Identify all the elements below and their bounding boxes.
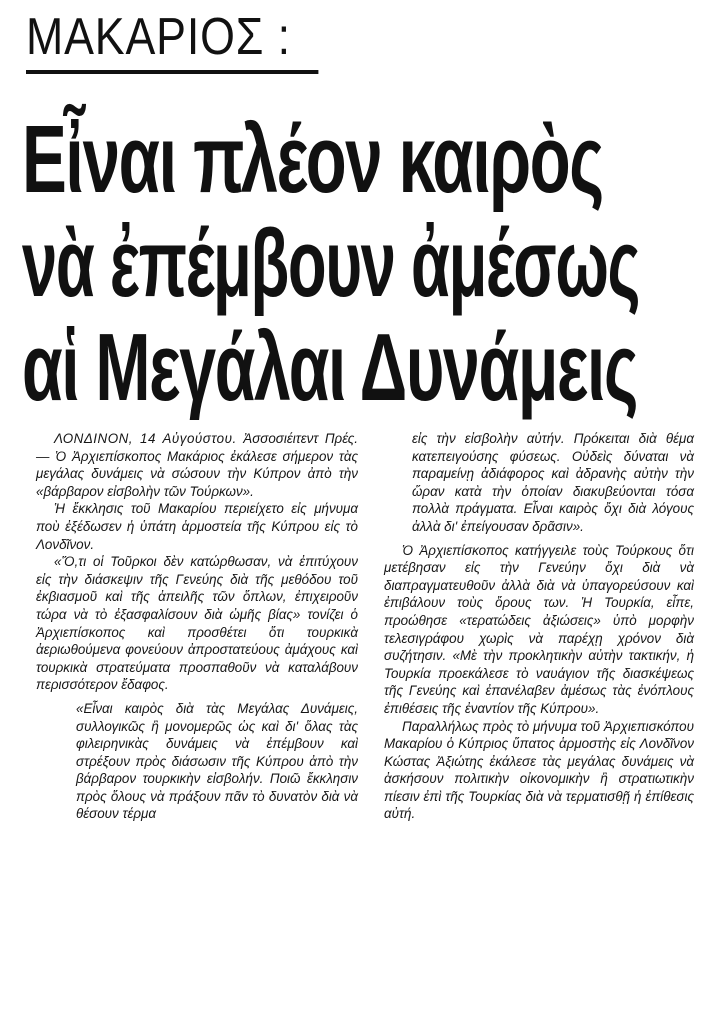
article-paragraph: «Ὅ,τι οἱ Τοῦρκοι δὲν κατώρθωσαν, νὰ ἐπιτύχουν εἰς τὴν διάσκεψιν τῆς Γενεύης διὰ τῆς μεθόδου τοῦ ἐκβιασμοῦ καὶ τῆς ἀπειλῆς τῶν ὅπλων, ἐπιχειροῦν τώρα νὰ τὸ ἐξασφαλίσουν διὰ ὠμῆς βίας» τονίζει ὁ Ἀρχιεπίσκοπος καὶ προσθέτει ὅτι τουρκικὰ ἀεριωθούμενα φονεύουν ἀπροστατεύους ἀμάχους καὶ τουρκικὰ στρατεύματα προσπαθοῦν νὰ καταλάβουν περισσότερον ἔδαφος. (36, 554, 358, 693)
article-quote-paragraph: «Εἶναι καιρὸς διὰ τὰς Μεγάλας Δυνάμεις, συλλογικῶς ἢ μονομερῶς ὡς καὶ δι' ὅλας τὰς φιλειρηνικὰς δυνάμεις νὰ ἐπέμβουν καὶ στρέξουν πρὸς διάσωσιν τῆς Κύπρου ἀπὸ τὴν βάρβαρον τουρκικὴν εἰσβολήν. Ποιῶ ἔκκλησιν πρὸς ὅλους νὰ πράξουν πᾶν τὸ δυνατὸν διὰ νὰ θέσουν τέρμα (76, 700, 358, 822)
article-paragraph: εἰς τὴν εἰσβολὴν αὐτήν. Πρόκειται διὰ θέμα κατεπειγούσης φύσεως. Οὐδεὶς δύναται νὰ παραμείνῃ ἀδιάφορος καὶ ἀδρανὴς αὐτὴν τὴν ὥραν κατὰ τὴν ὁποίαν διακυβεύονται τόσα πολλὰ πράγματα. Εἶναι καιρὸς ὄχι διὰ λόγους ἀλλὰ δι' ἐπείγουσαν δρᾶσιν». (412, 431, 694, 534)
article-paragraph (36, 430, 358, 500)
article-paragraph: Παραλλήλως πρὸς τὸ μήνυμα τοῦ Ἀρχιεπισκόπου Μακαρίου ὁ Κύπριος ὕπατος ἁρμοστὴς εἰς Λονδῖνον Κώστας Ἀξιώτης ἐκάλεσε τὰς μεγάλας δυνάμεις νὰ ἀσκήσουν πολιτικὴν οἰκονομικὴν ἢ στρατιωτικὴν πίεσιν ἐπὶ τῆς Τουρκίας διὰ νὰ τερματισθῇ ἡ ἐπίθεσις αὐτή. (384, 718, 694, 822)
article-column-right (384, 430, 694, 823)
headline-line-3: αἱ Μεγάλαι Δυνάμεις (22, 314, 638, 421)
article-lead: Ἀσσοσιέιτεντ Πρές. — Ὁ Ἀρχιεπίσκοπος Μακάριος ἐκάλεσε σήμερον τὰς μεγάλας δυνάμεις νὰ σώσουν τὴν Κύπρον ἀπὸ τὴν «βάρβαρον εἰσβολὴν τῶν Τούρκων». (36, 431, 358, 499)
article-column-left (36, 430, 358, 823)
headline-line-1: Εἶναι πλέον καιρὸς (22, 106, 603, 213)
dateline: ΛΟΝΔΙΝΟΝ, 14 Αὐγούστου. (54, 431, 237, 446)
headline (22, 108, 682, 420)
article-paragraph: Ἡ ἔκκλησις τοῦ Μακαρίου περιείχετο εἰς μήνυμα ποὺ ἐξέδωσεν ἡ ὑπάτη ἁρμοστεία τῆς Κύπρου εἰς τὸ Λονδῖνον. (36, 501, 358, 552)
headline-line-2: νὰ ἐπέμβουν ἀμέσως (22, 210, 640, 317)
kicker-label: ΜΑΚΑΡΙΟΣ : (26, 6, 318, 74)
article-paragraph: Ὁ Ἀρχιεπίσκοπος κατήγγειλε τοὺς Τούρκους ὅτι μετέβησαν εἰς τὴν Γενεύην ὄχι διὰ νὰ διαπραγματευθοῦν ἀλλὰ διὰ νὰ ὑπαγορεύσουν καὶ ἐπιβάλουν τοὺς ὅρους των. Ἡ Τουρκία, εἶπε, προώθησε «τερατώδεις ἀξιώσεις» ὑπὸ μορφὴν τελεσιγράφου χωρὶς νὰ παρέχῃ χρόνον διὰ συζήτησιν. «Μὲ τὴν προκλητικὴν αὐτὴν τακτικήν, ἡ Τουρκία προεκάλεσε τὸ ναυάγιον τῆς διασκέψεως τῆς Γενεύης καὶ ἐπανέλαβεν ἀμέσως τὰς ἐνόπλους ἐπιθέσεις τῆς ἐναντίον τῆς Κύπρου». (384, 542, 694, 716)
